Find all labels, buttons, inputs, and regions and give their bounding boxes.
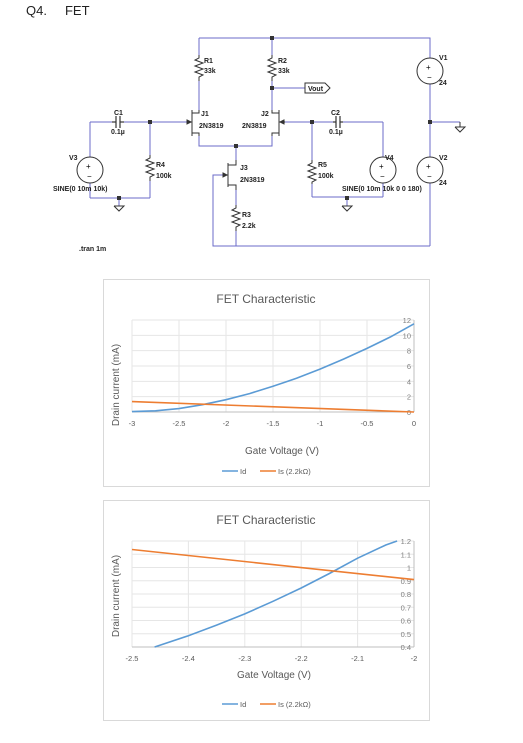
fet-characteristic-chart-full [103, 279, 430, 487]
question-number: Q4. [26, 3, 47, 18]
svg-text:−: − [427, 73, 432, 82]
chart1-svg [104, 280, 429, 486]
label-j3: J3 [240, 165, 248, 172]
chart2-xtick-label: -2.3 [238, 654, 252, 663]
svg-text:+: + [86, 162, 91, 171]
label-j3-model: 2N3819 [240, 177, 265, 184]
chart2-svg [104, 501, 429, 720]
label-j1: J1 [201, 111, 209, 118]
chart2-ytick-label: 0.8 [400, 590, 411, 599]
grounds [114, 122, 465, 211]
label-j2: J2 [261, 111, 269, 118]
resistor-r1 [195, 55, 203, 81]
chart2-ytick-label: 0.4 [400, 643, 411, 652]
label-r3: R3 [242, 212, 251, 219]
svg-text:−: − [427, 172, 432, 181]
svg-text:−: − [380, 172, 385, 181]
chart1-xtick-label: -1 [316, 419, 324, 428]
chart1-ytick-label: 0 [406, 408, 411, 417]
label-r1-value: 33k [204, 68, 216, 75]
legend-is-label: Is (2.2kΩ) [278, 467, 311, 476]
label-r4: R4 [156, 162, 165, 169]
label-c1-value: 0.1µ [111, 129, 125, 136]
chart2-ylabel: Drain current (mA) [111, 554, 122, 638]
ground-icon [114, 206, 124, 211]
chart2-legend [222, 700, 311, 709]
chart2-ytick-label: 0.5 [400, 629, 411, 639]
chart2-xtick-label: -2.4 [181, 654, 195, 663]
svg-text:+: + [379, 162, 384, 171]
resistors [146, 55, 316, 231]
label-r3-value: 2.2k [242, 223, 256, 230]
chart2-xticks [126, 654, 418, 663]
chart2-yticks [401, 537, 411, 652]
label-c2-value: 0.1µ [329, 129, 343, 136]
spice-directive: .tran 1m [79, 246, 107, 253]
label-r4-value: 100k [156, 173, 172, 180]
voltage-sources [77, 58, 443, 183]
label-r1: R1 [204, 58, 213, 65]
chart1-legend [222, 467, 311, 476]
fet-characteristic-chart-zoom [103, 500, 430, 721]
resistor-r5 [308, 160, 316, 184]
label-v2-value: 24 [439, 180, 447, 187]
question-title: FET [64, 3, 90, 18]
label-v4: V4 [385, 155, 394, 162]
label-r5-value: 100k [318, 173, 334, 180]
chart1-xtick-label: -1.5 [266, 419, 280, 428]
circuit-schematic [0, 0, 523, 262]
label-v3-spec: SINE(0 10m 10k) [53, 186, 108, 193]
chart1-xticks [129, 419, 416, 428]
component-labels [53, 55, 448, 253]
label-c2: C2 [331, 110, 340, 117]
label-c1: C1 [114, 110, 123, 117]
label-v3: V3 [69, 155, 78, 162]
chart1-xlabel: Gate Voltage (V) [245, 446, 319, 457]
chart2-xtick-label: -2.5 [125, 654, 139, 663]
chart1-xtick-label: -2.5 [172, 419, 186, 428]
label-r2: R2 [278, 58, 287, 65]
chart1-xtick-label: 0 [411, 419, 417, 428]
label-v2: V2 [439, 155, 448, 162]
chart2-ytick-label: 1 [406, 563, 411, 573]
jfet-j1 [187, 110, 199, 136]
chart2-title: FET Characteristic [216, 513, 316, 527]
chart1-ytick-label: 2 [406, 392, 411, 402]
svg-text:−: − [87, 172, 92, 181]
source-v3 [77, 157, 103, 183]
chart1-title: FET Characteristic [216, 292, 316, 306]
label-j2-model: 2N3819 [242, 123, 267, 130]
chart2-xtick-label: -2 [410, 654, 418, 663]
chart2-ytick-label: 0.9 [400, 576, 411, 586]
chart1-ylabel: Drain current (mA) [111, 343, 122, 427]
chart2-xlabel: Gate Voltage (V) [237, 670, 311, 681]
chart2-xtick-label: -2.2 [294, 654, 308, 663]
chart1-ytick-label: 8 [406, 346, 411, 356]
chart1-xtick-label: -2 [222, 419, 230, 428]
jfet-j3 [223, 160, 236, 190]
chart2-ytick-label: 1.2 [400, 537, 411, 546]
label-v4-spec: SINE(0 10m 10k 0 0 180) [342, 186, 422, 193]
label-j1-model: 2N3819 [199, 123, 224, 130]
label-r2-value: 33k [278, 68, 290, 75]
legend-id-label: Id [240, 467, 247, 476]
resistor-r4 [146, 155, 154, 181]
legend-id-label: Id [240, 700, 247, 709]
chart2-ytick-label: 0.7 [400, 603, 411, 613]
ground-icon [455, 127, 465, 132]
label-vout: Vout [308, 86, 324, 93]
label-v1-value: 24 [439, 80, 447, 87]
label-r5: R5 [318, 162, 327, 169]
legend-is-label: Is (2.2kΩ) [278, 700, 311, 709]
chart1-ytick-label: 6 [406, 362, 411, 371]
chart1-xtick-label: -3 [128, 419, 136, 428]
svg-text:+: + [426, 162, 431, 171]
resistor-r2 [268, 55, 276, 81]
chart1-ytick-label: 12 [402, 316, 411, 325]
resistor-r3 [232, 205, 240, 231]
chart2-ytick-label: 1.1 [400, 550, 411, 560]
chart2-ytick-label: 0.6 [400, 616, 411, 626]
chart2-xtick-label: -2.1 [351, 654, 365, 663]
jfet-j2 [272, 110, 285, 136]
chart1-xtick-label: -0.5 [360, 419, 374, 428]
svg-text:+: + [426, 63, 431, 72]
chart2-grid [132, 541, 414, 647]
chart1-ytick-label: 4 [406, 377, 411, 387]
ground-icon [342, 206, 352, 211]
label-v1: V1 [439, 55, 448, 62]
chart1-grid [132, 320, 414, 412]
chart1-ytick-label: 10 [402, 331, 411, 341]
